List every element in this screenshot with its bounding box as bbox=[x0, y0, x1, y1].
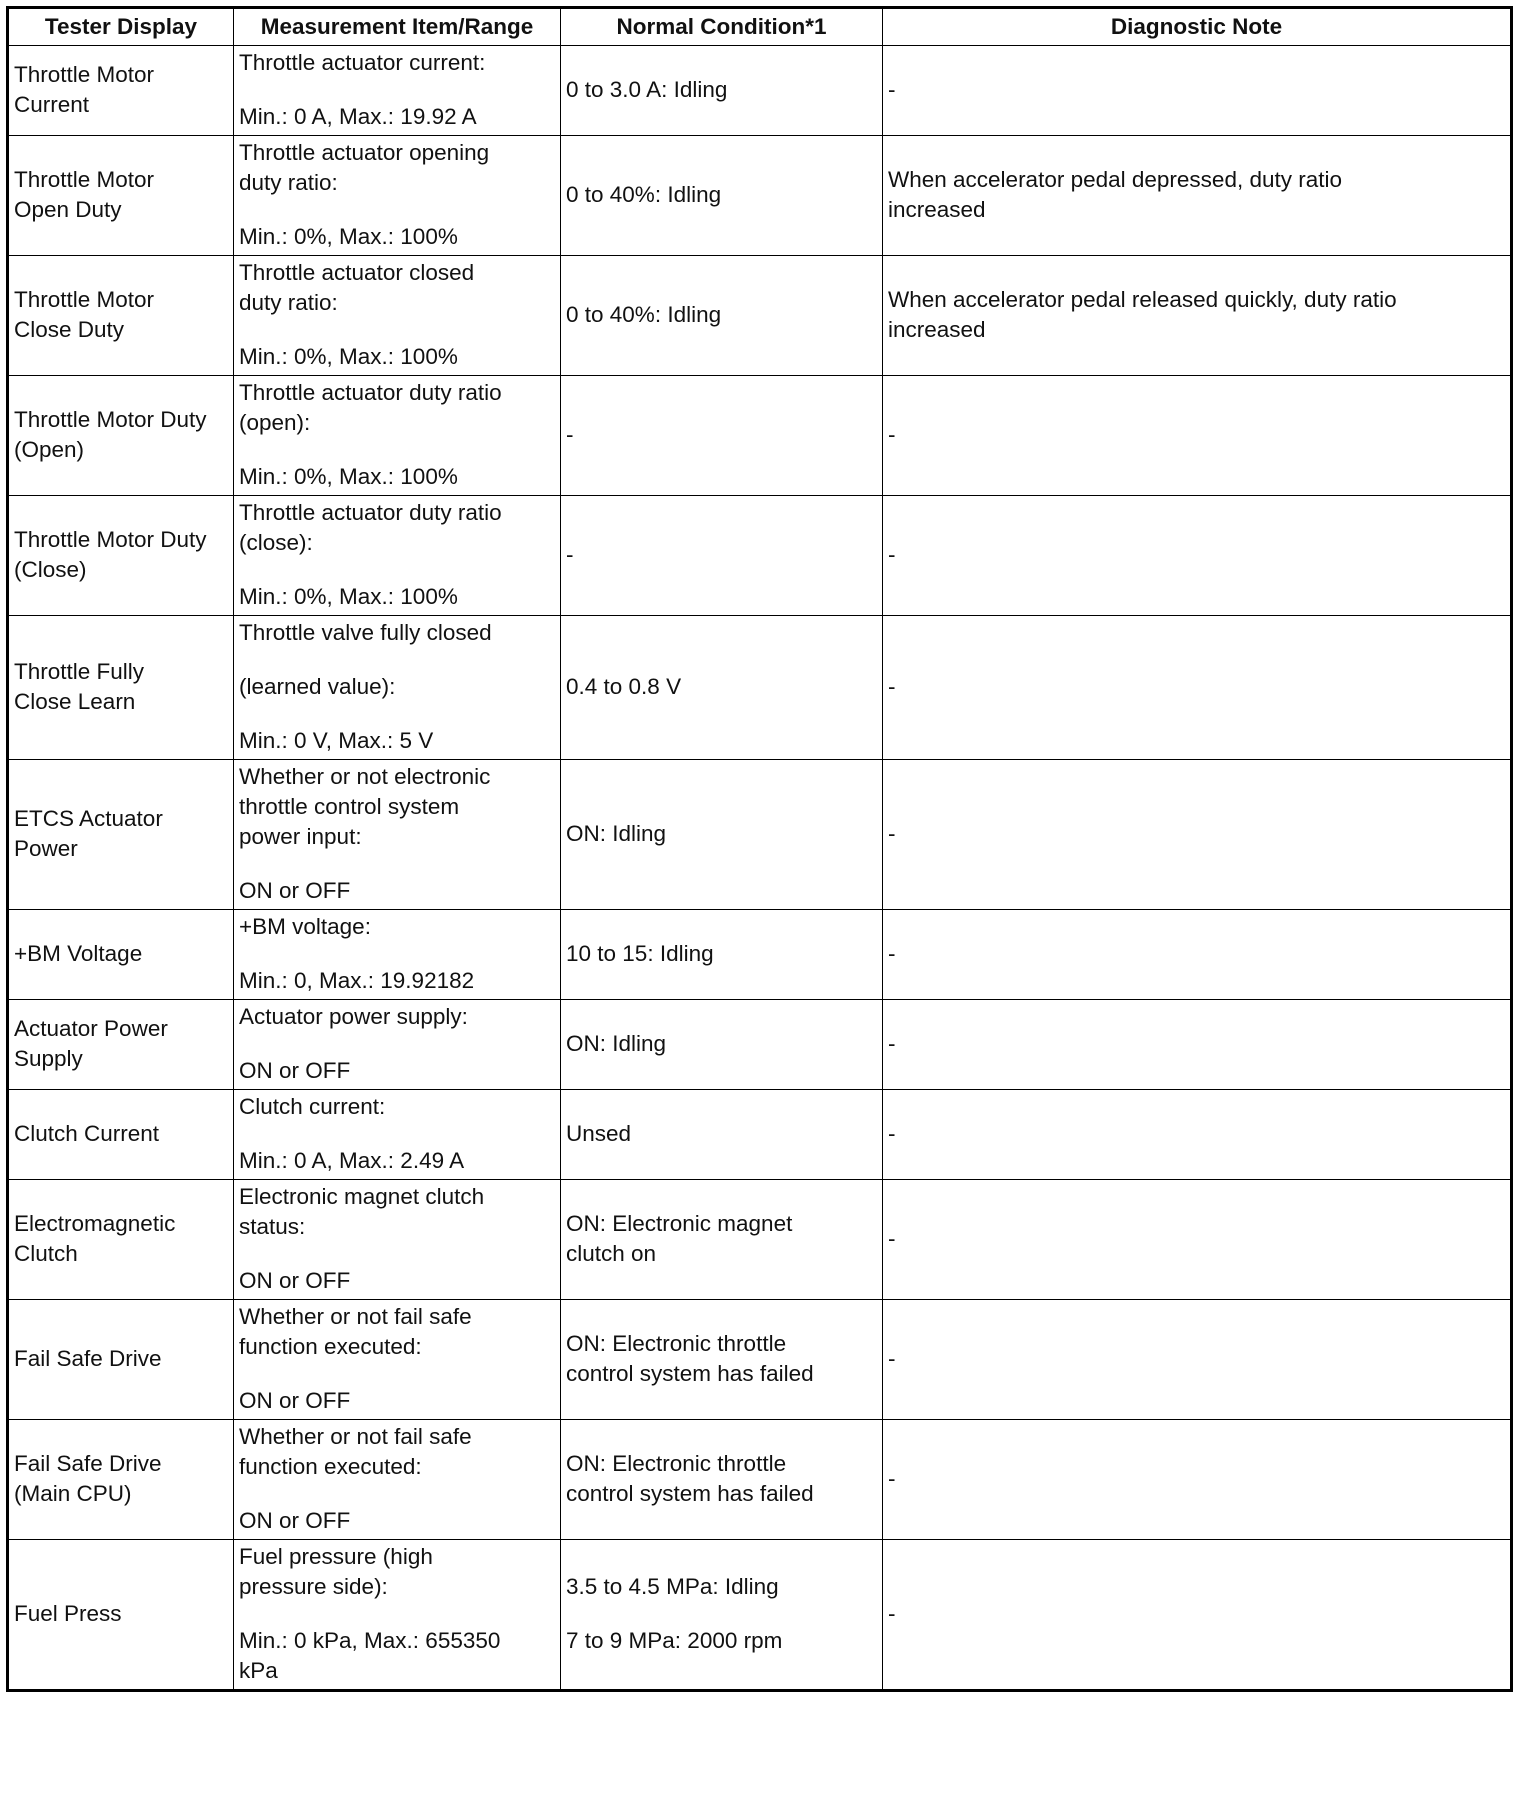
table-row bbox=[8, 1090, 1512, 1180]
cell-text-line: +BM Voltage bbox=[14, 941, 143, 966]
cell-text-line: Throttle valve fully closed bbox=[239, 620, 492, 645]
cell-text-line: Throttle actuator duty ratio bbox=[239, 380, 502, 405]
cell-text-line: Throttle actuator closed bbox=[239, 260, 475, 285]
cell-text-line: 0 to 40%: Idling bbox=[566, 182, 722, 207]
cell-measurement bbox=[234, 1090, 561, 1180]
cell-text-line: ON: Electronic throttle bbox=[566, 1451, 787, 1476]
cell-text-line: increased bbox=[888, 197, 986, 222]
cell-content bbox=[566, 180, 877, 210]
cell-text-line: Min.: 0 V, Max.: 5 V bbox=[239, 728, 434, 753]
cell-normal-condition bbox=[561, 1300, 883, 1420]
cell-text-line: Min.: 0 A, Max.: 19.92 A bbox=[239, 104, 477, 129]
cell-text-line: function executed: bbox=[239, 1454, 422, 1479]
cell-text-line: ON: Idling bbox=[566, 821, 667, 846]
cell-text-line: - bbox=[888, 1226, 896, 1251]
cell-content bbox=[14, 1209, 228, 1269]
cell-text-line: Actuator power supply: bbox=[239, 1004, 468, 1029]
cell-text-line: duty ratio: bbox=[239, 170, 338, 195]
cell-text-line: Supply bbox=[14, 1046, 83, 1071]
cell-content bbox=[888, 1344, 1505, 1374]
cell-measurement bbox=[234, 1540, 561, 1691]
cell-normal-condition bbox=[561, 376, 883, 496]
cell-text-line: - bbox=[888, 1346, 896, 1371]
cell-content bbox=[239, 498, 555, 612]
cell-content bbox=[14, 939, 228, 969]
cell-content bbox=[14, 804, 228, 864]
cell-text-line: ON: Electronic magnet bbox=[566, 1211, 793, 1236]
header-normal-condition: Normal Condition*1 bbox=[561, 8, 883, 46]
cell-text-line: (learned value): bbox=[239, 674, 396, 699]
cell-content bbox=[239, 138, 555, 252]
cell-measurement bbox=[234, 496, 561, 616]
cell-measurement bbox=[234, 256, 561, 376]
cell-content bbox=[566, 1209, 877, 1269]
cell-tester-display bbox=[8, 616, 234, 760]
cell-text-line: Electromagnetic bbox=[14, 1211, 176, 1236]
cell-normal-condition bbox=[561, 1090, 883, 1180]
cell-content bbox=[239, 48, 555, 132]
cell-diagnostic-note bbox=[883, 1420, 1512, 1540]
cell-content bbox=[888, 819, 1505, 849]
cell-diagnostic-note bbox=[883, 1000, 1512, 1090]
header-tester-display: Tester Display bbox=[8, 8, 234, 46]
cell-tester-display bbox=[8, 1090, 234, 1180]
cell-text-line: ON: Electronic throttle bbox=[566, 1331, 787, 1356]
cell-text-line: throttle control system bbox=[239, 794, 460, 819]
cell-text-line: ON: Idling bbox=[566, 1031, 667, 1056]
cell-text-line: status: bbox=[239, 1214, 306, 1239]
cell-text-line: Clutch Current bbox=[14, 1121, 160, 1146]
cell-content bbox=[566, 672, 877, 702]
cell-content bbox=[888, 1464, 1505, 1494]
document-page bbox=[6, 6, 1513, 1692]
cell-normal-condition bbox=[561, 1000, 883, 1090]
table-row bbox=[8, 46, 1512, 136]
cell-content bbox=[888, 1029, 1505, 1059]
cell-diagnostic-note bbox=[883, 256, 1512, 376]
cell-text-line: 7 to 9 MPa: 2000 rpm bbox=[566, 1628, 783, 1653]
cell-diagnostic-note bbox=[883, 1180, 1512, 1300]
cell-diagnostic-note bbox=[883, 760, 1512, 910]
cell-text-line: Min.: 0%, Max.: 100% bbox=[239, 464, 458, 489]
cell-normal-condition bbox=[561, 760, 883, 910]
cell-text-line: Throttle actuator duty ratio bbox=[239, 500, 502, 525]
cell-text-line: Fail Safe Drive bbox=[14, 1451, 162, 1476]
cell-tester-display bbox=[8, 496, 234, 616]
cell-content bbox=[566, 819, 877, 849]
cell-measurement bbox=[234, 376, 561, 496]
cell-diagnostic-note bbox=[883, 1090, 1512, 1180]
cell-text-line: 3.5 to 4.5 MPa: Idling bbox=[566, 1574, 779, 1599]
cell-text-line: control system has failed bbox=[566, 1481, 814, 1506]
header-diagnostic-note: Diagnostic Note bbox=[883, 8, 1512, 46]
cell-text-line: Throttle actuator current: bbox=[239, 50, 486, 75]
cell-text-line: Open Duty bbox=[14, 197, 122, 222]
cell-content bbox=[239, 1092, 555, 1176]
cell-text-line: - bbox=[888, 1601, 896, 1626]
cell-text-line: Fail Safe Drive bbox=[14, 1346, 162, 1371]
cell-content bbox=[14, 165, 228, 225]
cell-text-line: - bbox=[888, 1121, 896, 1146]
cell-content bbox=[888, 939, 1505, 969]
cell-measurement bbox=[234, 136, 561, 256]
cell-content bbox=[14, 1344, 228, 1374]
cell-tester-display bbox=[8, 46, 234, 136]
cell-text-line: - bbox=[888, 821, 896, 846]
cell-content bbox=[566, 75, 877, 105]
cell-text-line: Min.: 0%, Max.: 100% bbox=[239, 584, 458, 609]
cell-text-line: 0.4 to 0.8 V bbox=[566, 674, 682, 699]
cell-text-line: Min.: 0 kPa, Max.: 655350 bbox=[239, 1628, 501, 1653]
cell-text-line: Fuel pressure (high bbox=[239, 1544, 433, 1569]
cell-text-line: Electronic magnet clutch bbox=[239, 1184, 485, 1209]
cell-text-line: - bbox=[888, 941, 896, 966]
table-row bbox=[8, 1300, 1512, 1420]
cell-content bbox=[888, 165, 1505, 225]
cell-text-line: Close Duty bbox=[14, 317, 125, 342]
cell-content bbox=[566, 1449, 877, 1509]
cell-normal-condition bbox=[561, 136, 883, 256]
cell-text-line: Unsed bbox=[566, 1121, 632, 1146]
cell-text-line: - bbox=[888, 1031, 896, 1056]
cell-content bbox=[888, 420, 1505, 450]
cell-text-line: Whether or not fail safe bbox=[239, 1304, 472, 1329]
cell-text-line: Clutch bbox=[14, 1241, 78, 1266]
cell-text-line: Min.: 0 A, Max.: 2.49 A bbox=[239, 1148, 465, 1173]
cell-text-line: increased bbox=[888, 317, 986, 342]
header-measurement-item-range: Measurement Item/Range bbox=[234, 8, 561, 46]
cell-text-line: Throttle Motor Duty bbox=[14, 407, 207, 432]
cell-content bbox=[14, 285, 228, 345]
cell-diagnostic-note bbox=[883, 136, 1512, 256]
cell-measurement bbox=[234, 46, 561, 136]
cell-text-line: control system has failed bbox=[566, 1361, 814, 1386]
cell-text-line: pressure side): bbox=[239, 1574, 388, 1599]
cell-text-line: function executed: bbox=[239, 1334, 422, 1359]
cell-diagnostic-note bbox=[883, 1300, 1512, 1420]
cell-content bbox=[239, 1302, 555, 1416]
cell-content bbox=[888, 672, 1505, 702]
cell-diagnostic-note bbox=[883, 616, 1512, 760]
cell-measurement bbox=[234, 1300, 561, 1420]
cell-text-line: Close Learn bbox=[14, 689, 136, 714]
cell-text-line: - bbox=[566, 542, 574, 567]
cell-content bbox=[239, 1002, 555, 1086]
cell-content bbox=[888, 285, 1505, 345]
cell-normal-condition bbox=[561, 910, 883, 1000]
cell-tester-display bbox=[8, 136, 234, 256]
cell-tester-display bbox=[8, 1300, 234, 1420]
table-row bbox=[8, 376, 1512, 496]
cell-text-line: +BM voltage: bbox=[239, 914, 371, 939]
cell-text-line: Throttle actuator opening bbox=[239, 140, 490, 165]
cell-measurement bbox=[234, 1180, 561, 1300]
cell-content bbox=[14, 657, 228, 717]
cell-text-line: Whether or not electronic bbox=[239, 764, 491, 789]
cell-content bbox=[566, 420, 877, 450]
cell-content bbox=[239, 1182, 555, 1296]
cell-text-line: 0 to 40%: Idling bbox=[566, 302, 722, 327]
cell-content bbox=[566, 939, 877, 969]
cell-text-line: (close): bbox=[239, 530, 313, 555]
table-row bbox=[8, 256, 1512, 376]
table-row bbox=[8, 136, 1512, 256]
table-row bbox=[8, 1000, 1512, 1090]
cell-content bbox=[566, 300, 877, 330]
cell-measurement bbox=[234, 616, 561, 760]
cell-content bbox=[14, 60, 228, 120]
cell-text-line: ON or OFF bbox=[239, 1388, 351, 1413]
cell-content bbox=[239, 912, 555, 996]
cell-content bbox=[566, 1329, 877, 1389]
cell-text-line: Throttle Motor bbox=[14, 167, 155, 192]
cell-content bbox=[566, 1029, 877, 1059]
cell-content bbox=[566, 540, 877, 570]
table-row bbox=[8, 496, 1512, 616]
cell-text-line: - bbox=[888, 542, 896, 567]
cell-normal-condition bbox=[561, 616, 883, 760]
cell-content bbox=[14, 1599, 228, 1629]
cell-text-line: ON or OFF bbox=[239, 1508, 351, 1533]
cell-normal-condition bbox=[561, 1540, 883, 1691]
cell-text-line: Min.: 0%, Max.: 100% bbox=[239, 224, 458, 249]
cell-text-line: Clutch current: bbox=[239, 1094, 386, 1119]
cell-text-line: 10 to 15: Idling bbox=[566, 941, 714, 966]
cell-text-line: Min.: 0, Max.: 19.92182 bbox=[239, 968, 475, 993]
cell-tester-display bbox=[8, 1420, 234, 1540]
cell-content bbox=[239, 618, 555, 756]
cell-content bbox=[888, 1119, 1505, 1149]
cell-content bbox=[14, 525, 228, 585]
cell-text-line: ON or OFF bbox=[239, 1058, 351, 1083]
table-row bbox=[8, 910, 1512, 1000]
cell-text-line: Power bbox=[14, 836, 78, 861]
cell-tester-display bbox=[8, 376, 234, 496]
cell-measurement bbox=[234, 910, 561, 1000]
cell-text-line: Actuator Power bbox=[14, 1016, 168, 1041]
cell-text-line: Throttle Fully bbox=[14, 659, 145, 684]
cell-tester-display bbox=[8, 256, 234, 376]
cell-text-line: When accelerator pedal depressed, duty ratio bbox=[888, 167, 1343, 192]
cell-text-line: Throttle Motor bbox=[14, 287, 155, 312]
cell-content bbox=[14, 1119, 228, 1149]
cell-normal-condition bbox=[561, 46, 883, 136]
cell-text-line: - bbox=[888, 1466, 896, 1491]
cell-content bbox=[239, 762, 555, 906]
cell-text-line: ON or OFF bbox=[239, 1268, 351, 1293]
cell-text-line: Fuel Press bbox=[14, 1601, 122, 1626]
table-row bbox=[8, 760, 1512, 910]
cell-content bbox=[14, 405, 228, 465]
cell-text-line: (Close) bbox=[14, 557, 87, 582]
table-row bbox=[8, 1420, 1512, 1540]
cell-content bbox=[888, 75, 1505, 105]
cell-content bbox=[14, 1014, 228, 1074]
cell-measurement bbox=[234, 1000, 561, 1090]
table-header-row bbox=[8, 8, 1512, 46]
cell-text-line: - bbox=[566, 422, 574, 447]
table-body bbox=[8, 46, 1512, 1691]
cell-text-line: duty ratio: bbox=[239, 290, 338, 315]
cell-text-line: - bbox=[888, 674, 896, 699]
cell-measurement bbox=[234, 1420, 561, 1540]
cell-text-line: kPa bbox=[239, 1658, 278, 1683]
cell-content bbox=[14, 1449, 228, 1509]
cell-text-line: Current bbox=[14, 92, 90, 117]
cell-text-line: Min.: 0%, Max.: 100% bbox=[239, 344, 458, 369]
cell-diagnostic-note bbox=[883, 376, 1512, 496]
cell-text-line: ETCS Actuator bbox=[14, 806, 163, 831]
table-row bbox=[8, 616, 1512, 760]
cell-tester-display bbox=[8, 910, 234, 1000]
cell-normal-condition bbox=[561, 1420, 883, 1540]
cell-text-line: power input: bbox=[239, 824, 362, 849]
cell-diagnostic-note bbox=[883, 46, 1512, 136]
cell-text-line: (Open) bbox=[14, 437, 85, 462]
cell-diagnostic-note bbox=[883, 496, 1512, 616]
cell-content bbox=[888, 540, 1505, 570]
cell-content bbox=[239, 258, 555, 372]
cell-text-line: 0 to 3.0 A: Idling bbox=[566, 77, 728, 102]
cell-content bbox=[239, 378, 555, 492]
cell-text-line: clutch on bbox=[566, 1241, 657, 1266]
cell-normal-condition bbox=[561, 256, 883, 376]
cell-text-line: Throttle Motor Duty bbox=[14, 527, 207, 552]
cell-content bbox=[888, 1599, 1505, 1629]
cell-text-line: (Main CPU) bbox=[14, 1481, 132, 1506]
table-row bbox=[8, 1540, 1512, 1691]
cell-text-line: ON or OFF bbox=[239, 878, 351, 903]
cell-tester-display bbox=[8, 1000, 234, 1090]
cell-text-line: - bbox=[888, 422, 896, 447]
table-row bbox=[8, 1180, 1512, 1300]
cell-content bbox=[888, 1224, 1505, 1254]
cell-tester-display bbox=[8, 1180, 234, 1300]
data-monitor-table bbox=[6, 6, 1513, 1692]
cell-text-line: Throttle Motor bbox=[14, 62, 155, 87]
cell-text-line: When accelerator pedal released quickly, duty ratio bbox=[888, 287, 1397, 312]
cell-content bbox=[566, 1119, 877, 1149]
cell-tester-display bbox=[8, 760, 234, 910]
cell-content bbox=[566, 1572, 877, 1656]
cell-normal-condition bbox=[561, 496, 883, 616]
cell-text-line: - bbox=[888, 77, 896, 102]
cell-text-line: Whether or not fail safe bbox=[239, 1424, 472, 1449]
cell-diagnostic-note bbox=[883, 1540, 1512, 1691]
cell-content bbox=[239, 1542, 555, 1686]
cell-measurement bbox=[234, 760, 561, 910]
cell-tester-display bbox=[8, 1540, 234, 1691]
cell-diagnostic-note bbox=[883, 910, 1512, 1000]
cell-normal-condition bbox=[561, 1180, 883, 1300]
cell-content bbox=[239, 1422, 555, 1536]
cell-text-line: (open): bbox=[239, 410, 311, 435]
